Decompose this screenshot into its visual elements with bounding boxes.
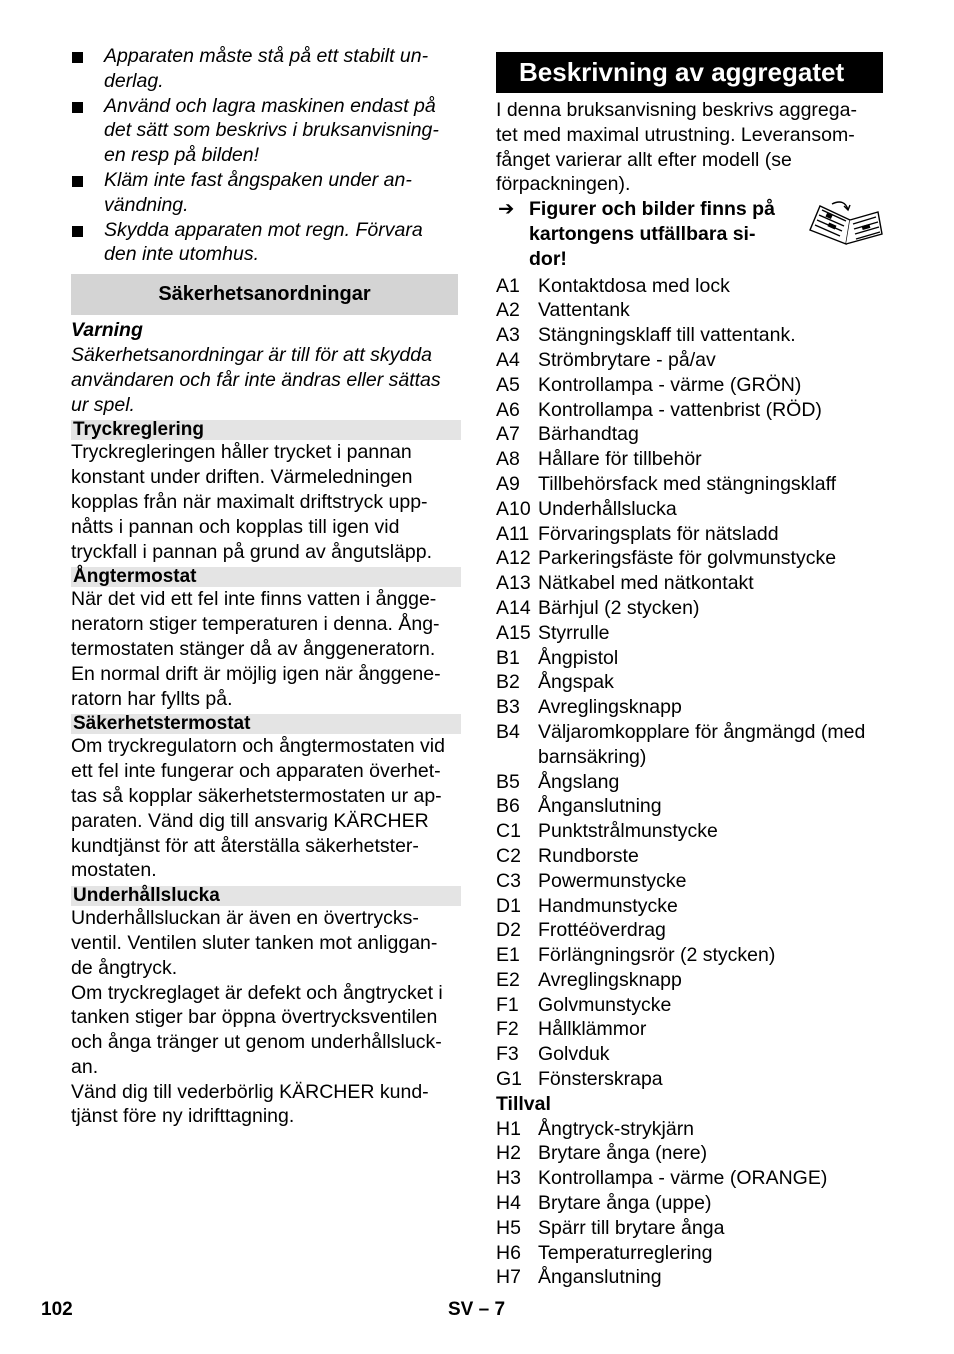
component-label: Styrrulle <box>538 621 610 644</box>
component-item <box>496 1117 886 1142</box>
component-code: H1 <box>496 1117 521 1140</box>
component-item <box>496 1166 886 1191</box>
component-code: C2 <box>496 844 521 867</box>
bullet-item: Skydda apparaten mot regn. Förvara den inte utomhus. <box>71 218 461 268</box>
component-label: Ångpistol <box>538 646 619 669</box>
page-number: 102 <box>41 1299 73 1320</box>
bullet-item: Kläm inte fast ångspaken under an- vändning. <box>71 168 461 218</box>
component-label: Hållare för tillbehör <box>538 448 702 471</box>
component-label: Nätkabel med nätkontakt <box>538 572 754 595</box>
paragraph-maintenance-hatch: Underhållsluckan är även en övertrycks- ventil. Ventilen sluter tanken mot anliggan- de ångtryck. Om tryckreglaget är defekt och ångtrycket i tanken stiger bar öppna övertrycksventilen och ånga tränger ut genom underhållsluck- an. Vänd dig till vederbörlig KÄRCHER kund- tjänst före ny idrifttagning. <box>71 907 443 1128</box>
component-code: A12 <box>496 547 531 570</box>
section-heading-safety: Säkerhetsanordningar <box>71 274 458 315</box>
component-item <box>496 695 886 720</box>
component-label: Kontrollampa - värme (GRÖN) <box>538 373 802 396</box>
component-item <box>496 943 886 968</box>
component-label: Powermunstycke <box>538 869 687 892</box>
component-item <box>496 298 886 323</box>
component-code: A3 <box>496 324 520 347</box>
component-label: Avreglingsknapp <box>538 968 682 991</box>
arrow-right-icon: ➔ <box>498 198 515 221</box>
component-label: Rundborste <box>538 844 639 867</box>
component-code: H4 <box>496 1192 521 1215</box>
optional-heading: Tillval <box>496 1092 551 1115</box>
warning-title: Varning <box>71 319 143 342</box>
component-code: A5 <box>496 373 520 396</box>
bullet-item: Använd och lagra maskinen endast på det sätt som beskrivs i bruksanvisning- en resp på bilden! <box>71 94 461 168</box>
component-code: A1 <box>496 274 520 297</box>
component-item <box>496 373 886 398</box>
component-label: Tillbehörsfack med stängningsklaff <box>538 472 837 495</box>
component-label: Stängningsklaff till vattentank. <box>538 324 796 347</box>
component-label: Ånganslutning <box>538 1266 662 1289</box>
component-code: D1 <box>496 894 521 917</box>
component-item <box>496 1042 886 1067</box>
warning-text: Säkerhetsanordningar är till för att skydda användaren och får inte ändras eller sättas ur spel. <box>71 343 441 416</box>
component-code: E2 <box>496 968 520 991</box>
component-item <box>496 918 886 943</box>
component-label: Bärhandtag <box>538 423 639 446</box>
component-code: B6 <box>496 795 520 818</box>
component-code: B1 <box>496 646 520 669</box>
component-code: B3 <box>496 696 520 719</box>
component-label: Brytare ånga (uppe) <box>538 1192 712 1215</box>
component-label: Fönsterskrapa <box>538 1068 663 1091</box>
component-code: A10 <box>496 497 531 520</box>
component-label: Förlängningsrör (2 stycken) <box>538 944 776 967</box>
component-label: Brytare ånga (nere) <box>538 1142 708 1165</box>
component-item <box>496 1191 886 1216</box>
component-item <box>496 670 886 695</box>
component-label: Avreglingsknapp <box>538 696 682 719</box>
component-label: Spärr till brytare ånga <box>538 1216 725 1239</box>
component-item <box>496 348 886 373</box>
component-label: Ånganslutning <box>538 795 662 818</box>
component-code: F2 <box>496 1018 519 1041</box>
main-heading-device-description: Beskrivning av aggregatet <box>496 52 883 93</box>
component-label: Väljaromkopplare för ångmängd (med barnsäkring) <box>538 720 866 768</box>
component-label: Ångslang <box>538 770 620 793</box>
component-label: Frottéöverdrag <box>538 919 666 942</box>
subheading-safety-thermostat: Säkerhetstermostat <box>71 714 461 734</box>
safety-bullet-list <box>71 44 461 267</box>
component-item <box>496 323 886 348</box>
component-code: D2 <box>496 919 521 942</box>
component-label: Underhållslucka <box>538 497 677 520</box>
component-item <box>496 819 886 844</box>
component-code: E1 <box>496 944 520 967</box>
component-label: Parkeringsfäste för golvmunstycke <box>538 547 837 570</box>
component-code: A11 <box>496 522 530 545</box>
component-code: G1 <box>496 1068 523 1091</box>
component-item <box>496 1141 886 1166</box>
component-item <box>496 447 886 472</box>
component-item <box>496 621 886 646</box>
component-item <box>496 770 886 795</box>
component-item <box>496 968 886 993</box>
component-code: A15 <box>496 621 531 644</box>
optional-component-list <box>496 1117 886 1291</box>
component-label: Hållklämmor <box>538 1018 647 1041</box>
component-item <box>496 720 886 770</box>
component-code: A13 <box>496 572 531 595</box>
component-label: Ångtryck-strykjärn <box>538 1117 695 1140</box>
bullet-item: Apparaten måste stå på ett stabilt un- derlag. <box>71 44 461 94</box>
language-page-indicator: SV – 7 <box>448 1299 506 1320</box>
component-code: F1 <box>496 993 519 1016</box>
component-item <box>496 794 886 819</box>
component-item <box>496 1067 886 1092</box>
square-bullet-icon <box>72 52 83 63</box>
component-label: Golvmunstycke <box>538 993 672 1016</box>
component-label: Golvduk <box>538 1043 610 1066</box>
component-code: A14 <box>496 596 531 619</box>
component-code: A8 <box>496 448 520 471</box>
component-label: Handmunstycke <box>538 894 678 917</box>
component-item <box>496 522 886 547</box>
left-column <box>71 44 461 1129</box>
square-bullet-icon <box>72 102 83 113</box>
open-manual-icon <box>806 200 886 252</box>
component-item <box>496 1241 886 1266</box>
figure-note <box>496 197 784 271</box>
component-label: Vattentank <box>538 299 630 322</box>
component-code: B5 <box>496 770 520 793</box>
component-item <box>496 894 886 919</box>
component-item <box>496 546 886 571</box>
component-code: H5 <box>496 1216 521 1239</box>
component-item <box>496 596 886 621</box>
paragraph-steam-thermostat: När det vid ett fel inte finns vatten i ångge- neratorn stiger temperaturen i denna. Ång- termostaten stänger då av ånggeneratorn. En normal drift är möjlig igen när ånggene- ratorn har fyllts på. <box>71 588 441 710</box>
component-code: B2 <box>496 671 520 694</box>
component-code: B4 <box>496 720 520 743</box>
component-label: Kontrollampa - värme (ORANGE) <box>538 1167 828 1190</box>
component-code: C3 <box>496 869 521 892</box>
component-item <box>496 1265 886 1290</box>
component-code: H7 <box>496 1266 521 1289</box>
paragraph-pressure-regulation: Tryckregleringen håller trycket i pannan konstant under driften. Värmeledningen kopplas från när maximalt driftstryck upp- nåtts i pannan och kopplas till igen vid tryckfall i pannan på grund av ångutsläpp. <box>71 441 432 563</box>
component-label: Ångspak <box>538 671 614 694</box>
component-label: Förvaringsplats för nätsladd <box>538 522 779 545</box>
component-label: Strömbrytare - på/av <box>538 348 716 371</box>
component-code: A4 <box>496 348 520 371</box>
paragraph-safety-thermostat: Om tryckregulatorn och ångtermostaten vid ett fel inte fungerar och apparaten överhet- tas så kopplar säkerhetstermostaten ur ap- paraten. Vänd dig till ansvarig KÄRCHER kundtjänst för att återställa säkerhetster- mostaten. <box>71 735 445 882</box>
square-bullet-icon <box>72 176 83 187</box>
subheading-pressure-regulation: Tryckreglering <box>71 420 461 440</box>
component-item <box>496 646 886 671</box>
subheading-steam-thermostat: Ångtermostat <box>71 567 461 587</box>
component-item <box>496 571 886 596</box>
component-code: C1 <box>496 820 521 843</box>
square-bullet-icon <box>72 226 83 237</box>
component-code: H6 <box>496 1241 521 1264</box>
component-list <box>496 274 886 1092</box>
component-code: A7 <box>496 423 520 446</box>
component-item <box>496 844 886 869</box>
subheading-maintenance-hatch: Underhållslucka <box>71 886 461 906</box>
component-code: A2 <box>496 299 520 322</box>
component-label: Kontaktdosa med lock <box>538 274 730 297</box>
component-label: Temperaturreglering <box>538 1241 713 1264</box>
component-label: Punktstrålmunstycke <box>538 820 718 843</box>
component-item <box>496 497 886 522</box>
component-code: A6 <box>496 398 520 421</box>
component-label: Kontrollampa - vattenbrist (RÖD) <box>538 398 822 421</box>
component-item <box>496 274 886 299</box>
component-item <box>496 869 886 894</box>
component-item <box>496 993 886 1018</box>
component-code: F3 <box>496 1043 519 1066</box>
figure-note-text: Figurer och bilder finns på kartongens utfällbara si- dor! <box>529 198 775 270</box>
component-item <box>496 1216 886 1241</box>
component-item <box>496 398 886 423</box>
component-label: Bärhjul (2 stycken) <box>538 596 700 619</box>
component-item <box>496 472 886 497</box>
component-item <box>496 422 886 447</box>
intro-paragraph: I denna bruksanvisning beskrivs aggrega- tet med maximal utrustning. Leveransom- fånget varierar allt efter modell (se förpackningen). <box>496 99 857 196</box>
component-code: H3 <box>496 1167 521 1190</box>
component-item <box>496 1017 886 1042</box>
component-code: H2 <box>496 1142 521 1165</box>
component-code: A9 <box>496 472 520 495</box>
